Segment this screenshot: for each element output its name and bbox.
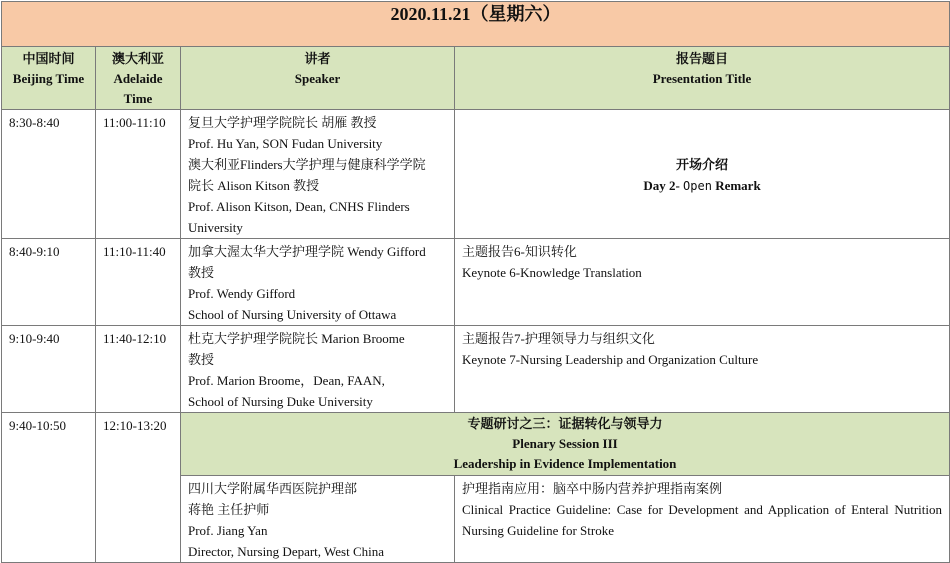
title-en-part: Open bbox=[683, 178, 712, 193]
header-title-en: Presentation Title bbox=[652, 71, 752, 86]
speaker-line: 杜克大学护理学院院长 Marion Broome bbox=[188, 331, 405, 346]
speaker-line: Prof. Jiang Yan bbox=[188, 523, 268, 538]
speaker-cell bbox=[181, 326, 455, 413]
speaker-line: 复旦大学护理学院院长 胡雁 教授 bbox=[188, 115, 377, 130]
speaker-line: 教授 bbox=[188, 352, 215, 367]
adelaide-time-cell: 12:10-13:20 bbox=[96, 413, 181, 563]
speaker-line: Director, Nursing Depart, West China bbox=[188, 544, 385, 559]
presentation-title-line: 护理指南应用：脑卒中肠内营养护理指南案例 bbox=[462, 481, 723, 496]
header-adelaide-en1: Adelaide bbox=[113, 71, 163, 86]
table-row bbox=[2, 110, 950, 239]
speaker-line: Prof. Wendy Gifford bbox=[188, 286, 296, 301]
plenary-session-banner bbox=[181, 413, 950, 476]
speaker-cell bbox=[181, 239, 455, 326]
header-adelaide-cn: 澳大利亚 bbox=[111, 51, 164, 66]
schedule-title: 2020.11.21（星期六） bbox=[2, 2, 950, 47]
speaker-line: School of Nursing University of Ottawa bbox=[188, 307, 397, 322]
presentation-title-en bbox=[462, 175, 942, 197]
title-en-part: Day 2- bbox=[643, 177, 684, 193]
header-adelaide-time bbox=[96, 47, 181, 110]
table-row bbox=[2, 326, 950, 413]
session-title-cn: 专题研讨之三：证据转化与领导力 bbox=[467, 416, 663, 431]
presentation-title-cell bbox=[455, 476, 950, 563]
header-adelaide-en2: Time bbox=[123, 91, 153, 106]
speaker-line: Prof. Alison Kitson, Dean, CNHS Flinders bbox=[188, 199, 410, 214]
presentation-title-line: Clinical Practice Guideline: Case for Development and Application of Enteral Nutrition Nursing Guideline for Stroke bbox=[462, 502, 943, 538]
speaker-line: 蒋艳 主任护师 bbox=[188, 502, 270, 517]
presentation-title-cell bbox=[455, 110, 950, 239]
speaker-cell bbox=[181, 110, 455, 239]
beijing-time-cell: 8:40-9:10 bbox=[2, 239, 96, 326]
header-beijing-cn: 中国时间 bbox=[22, 51, 75, 66]
presentation-title-line: Keynote 6-Knowledge Translation bbox=[462, 265, 642, 280]
header-title-cn: 报告题目 bbox=[676, 51, 729, 66]
speaker-line: 院长 Alison Kitson 教授 bbox=[188, 178, 320, 193]
session-theme-en: Leadership in Evidence Implementation bbox=[453, 456, 677, 471]
speaker-line: 教授 bbox=[188, 265, 215, 280]
table-row bbox=[2, 239, 950, 326]
adelaide-time-cell: 11:00-11:10 bbox=[96, 110, 181, 239]
header-row bbox=[2, 47, 950, 110]
speaker-line: 澳大利亚Flinders大学护理与健康科学学院 bbox=[188, 157, 426, 172]
title-en-part: Remark bbox=[711, 177, 761, 193]
header-speaker-cn: 讲者 bbox=[304, 51, 331, 66]
speaker-line: 加拿大渥太华大学护理学院 Wendy Gifford bbox=[188, 244, 426, 259]
title-row bbox=[2, 2, 950, 47]
presentation-title-line: Keynote 7-Nursing Leadership and Organization Culture bbox=[462, 352, 759, 367]
presentation-title-cn: 开场介绍 bbox=[676, 156, 729, 172]
adelaide-time-cell: 11:40-12:10 bbox=[96, 326, 181, 413]
speaker-line: Prof. Hu Yan, SON Fudan University bbox=[188, 136, 383, 151]
presentation-title-cell bbox=[455, 326, 950, 413]
speaker-line: University bbox=[188, 220, 243, 235]
presentation-title-line: 主题报告6-知识转化 bbox=[462, 244, 577, 259]
speaker-cell bbox=[181, 476, 455, 563]
session-name-en: Plenary Session III bbox=[512, 436, 618, 451]
schedule-table bbox=[1, 1, 950, 563]
header-speaker bbox=[181, 47, 455, 110]
adelaide-time-cell: 11:10-11:40 bbox=[96, 239, 181, 326]
beijing-time-cell: 9:10-9:40 bbox=[2, 326, 96, 413]
header-beijing-time bbox=[2, 47, 96, 110]
header-speaker-en: Speaker bbox=[294, 71, 341, 86]
speaker-line: School of Nursing Duke University bbox=[188, 394, 373, 409]
speaker-line: 四川大学附属华西医院护理部 bbox=[188, 481, 358, 496]
speaker-line: Prof. Marion Broome，Dean, FAAN, bbox=[188, 373, 385, 388]
presentation-title-cell bbox=[455, 239, 950, 326]
beijing-time-cell: 9:40-10:50 bbox=[2, 413, 96, 563]
beijing-time-cell: 8:30-8:40 bbox=[2, 110, 96, 239]
header-presentation-title bbox=[455, 47, 950, 110]
presentation-title-line: 主题报告7-护理领导力与组织文化 bbox=[462, 331, 655, 346]
header-beijing-en: Beijing Time bbox=[12, 71, 85, 86]
table-row bbox=[2, 413, 950, 476]
